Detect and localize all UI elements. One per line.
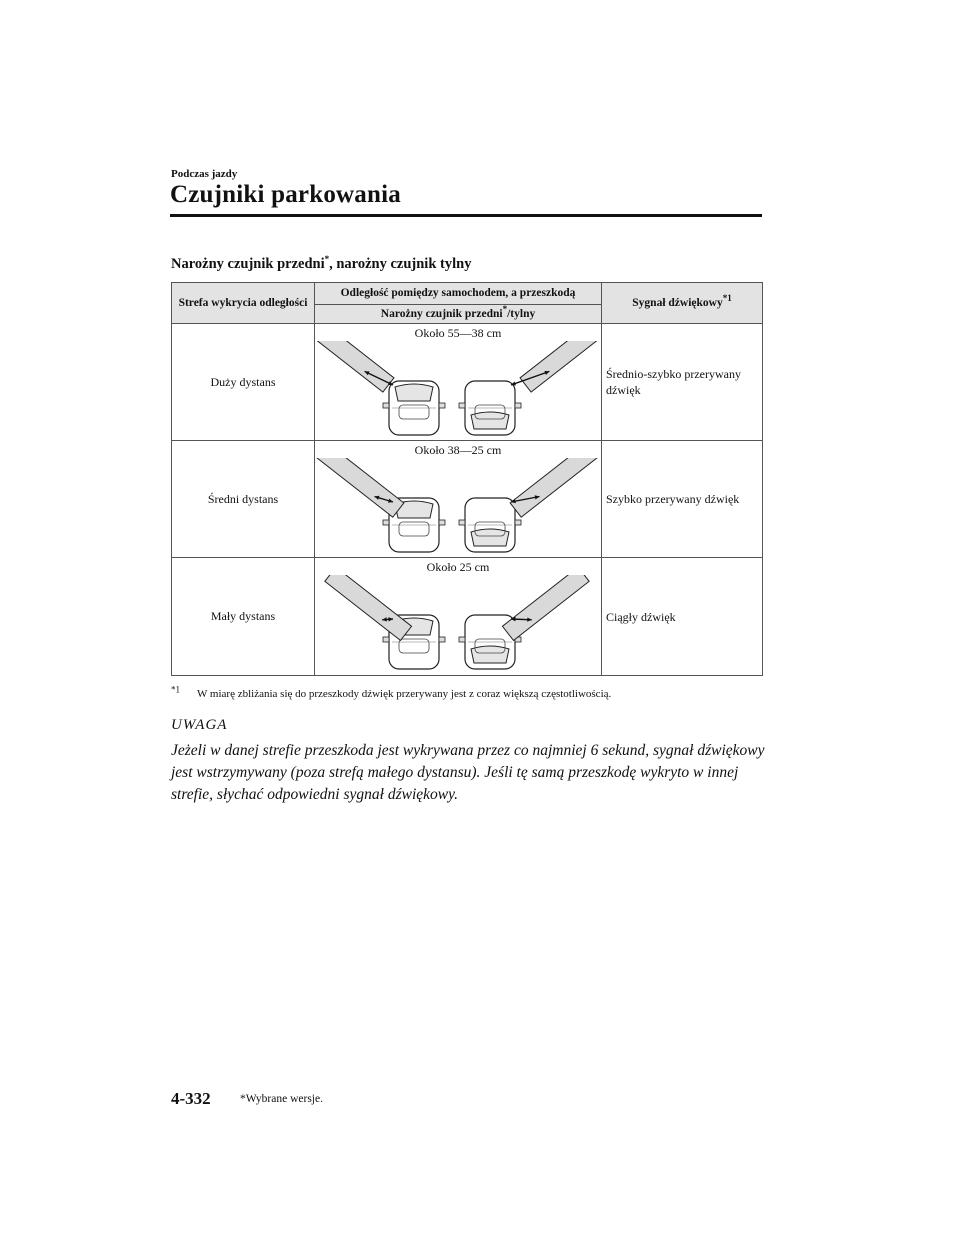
obstacle-bar (520, 341, 601, 392)
obstacle-bar (315, 341, 394, 392)
footnote-mark: *1 (171, 684, 180, 695)
zone-label: Duży dystans (172, 324, 315, 441)
title-divider (170, 214, 762, 217)
parking-illustration (315, 575, 601, 671)
header-signal-label: Sygnał dźwiękowy (632, 296, 723, 309)
header-sensor-part1: Narożny czujnik przedni (380, 307, 503, 320)
table-heading (171, 256, 471, 273)
optional-mark: * (324, 254, 330, 265)
note-title: UWAGA (171, 717, 228, 733)
header-distance: Odległość pomiędzy samochodem, a przeszkodą (315, 283, 602, 305)
front-car-icon (383, 381, 445, 435)
distance-label: Około 55―38 cm (414, 326, 502, 340)
zone-label: Mały dystans (172, 558, 315, 676)
illustration-cell (315, 558, 602, 676)
table-footnote (171, 684, 612, 700)
table-row (172, 441, 763, 558)
sensor-optional-mark: * (502, 303, 508, 314)
header-sensor-part2: /tylny (507, 307, 536, 320)
section-label: Podczas jazdy (171, 168, 238, 180)
illustration-cell (315, 441, 602, 558)
table-heading-part1: Narożny czujnik przedni (171, 256, 325, 272)
parking-illustration (315, 341, 601, 437)
footnote-text: W miarę zbliżania się do przeszkody dźwięk przerywany jest z coraz większą częstotliwością. (197, 688, 612, 700)
signal-description: Średnio-szybko przerywany dźwięk (602, 324, 763, 441)
obstacle-bar (510, 458, 597, 517)
header-sensor (315, 305, 602, 324)
footer-note: *Wybrane wersje. (240, 1093, 323, 1105)
parking-illustration (315, 458, 601, 554)
table-row (172, 324, 763, 441)
signal-footnote-mark: *1 (722, 292, 732, 303)
table-row (172, 558, 763, 676)
obstacle-bar (317, 458, 404, 517)
illustration-cell (315, 324, 602, 441)
distance-label: Około 38―25 cm (414, 443, 502, 457)
zone-label: Średni dystans (172, 441, 315, 558)
page-title: Czujniki parkowania (170, 181, 401, 208)
note-text: Jeżeli w danej strefie przeszkoda jest wykrywana przez co najmniej 6 sekund, sygnał dźwiękowy jest wstrzymywany (poza strefą małego dystansu). Jeśli tę samą przeszkodę wykryto w innej strefie, słychać odpowiedni sygnał dźwiękowy. (171, 742, 765, 803)
table-heading-part2: , narożny czujnik tylny (329, 256, 472, 272)
rear-car-icon (459, 381, 521, 435)
rear-car-icon (459, 498, 521, 552)
obstacle-bar (502, 575, 589, 640)
signal-description: Ciągły dźwięk (602, 558, 763, 676)
signal-description: Szybko przerywany dźwięk (602, 441, 763, 558)
distance-label: Około 25 cm (426, 560, 490, 574)
detection-zones-table (171, 282, 763, 676)
obstacle-bar (325, 575, 412, 640)
header-zone: Strefa wykrycia odległości (172, 283, 315, 324)
page-number: 4-332 (171, 1089, 211, 1108)
header-signal (602, 283, 763, 324)
